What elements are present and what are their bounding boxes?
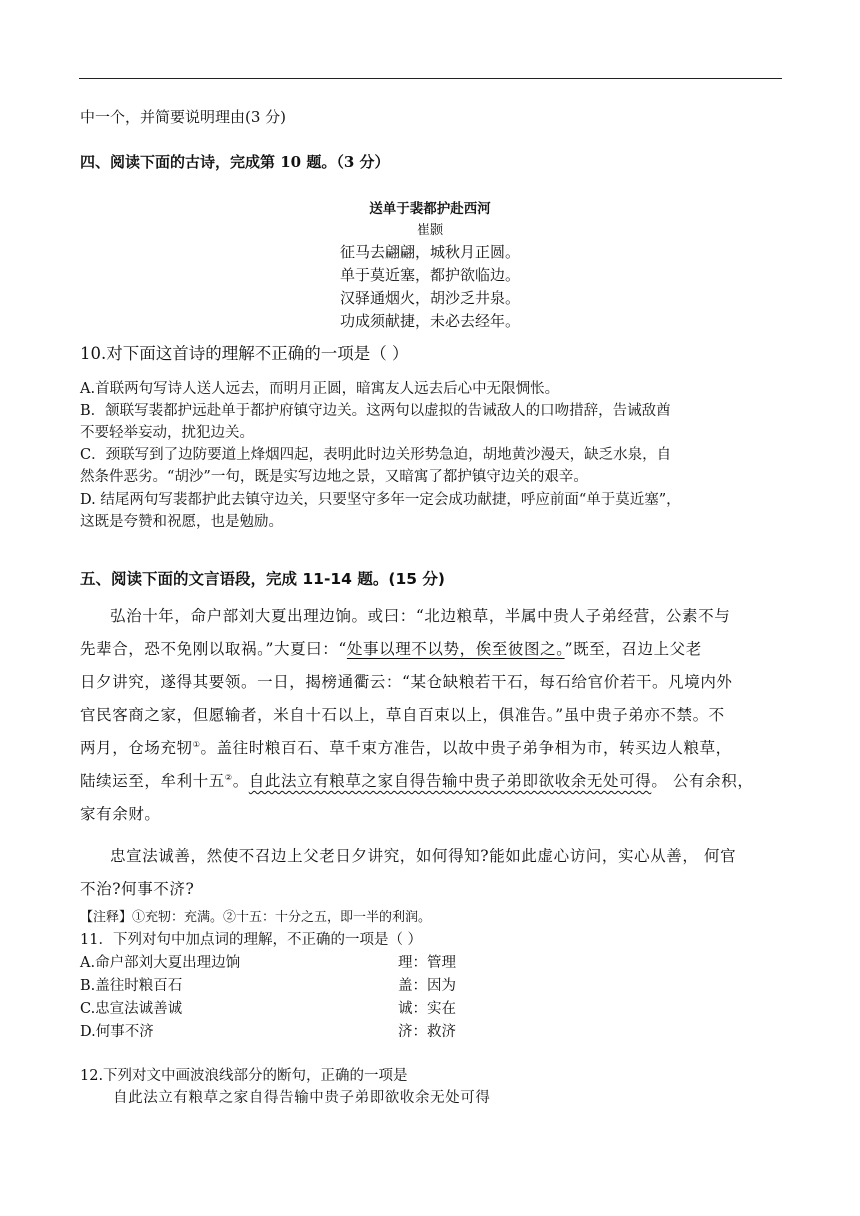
wavy-underlined-sentence: 自此法立有粮草之家自得告输中贵子弟即欲收余无处可得 bbox=[248, 772, 652, 790]
passage-text: 。 bbox=[232, 772, 249, 790]
passage-text: 。盖往时粮百石、草千束方准告，以故中贵子弟争相为市，转买边人粮草， bbox=[200, 739, 732, 757]
poem-line: 单于莫近塞，都护欲临边。 bbox=[339, 266, 520, 284]
q11-option-b-gloss: 盖：因为 bbox=[398, 978, 456, 994]
underlined-quote: 处事以理不以势，俟至彼图之。 bbox=[346, 640, 565, 658]
passage-text: 两月，仓场充牣 bbox=[80, 739, 193, 757]
poem-title: 送单于裴都护赴西河 bbox=[369, 201, 491, 217]
section4-heading: 四、阅读下面的古诗，完成第 10 题。（3 分） bbox=[80, 153, 390, 171]
section5-heading: 五、阅读下面的文言语段，完成 11-14 题。(15 分) bbox=[80, 570, 446, 588]
q11-option-c: C.忠宣法诚善诚 bbox=[80, 1001, 183, 1017]
q10-option-d: D. 结尾两句写裴都护此去镇守边关，只要坚守多年一定会成功献捷，呼应前面“单于莫近塞”， bbox=[80, 492, 681, 508]
passage-line bbox=[80, 769, 753, 791]
q11-option-a-gloss: 理：管理 bbox=[398, 955, 456, 971]
q10-option-c-cont: 然条件恶劣。“胡沙”一句，既是实写边地之景，又暗寓了都护镇守边关的艰辛。 bbox=[80, 469, 588, 485]
passage-line: 家有余财。 bbox=[80, 805, 161, 823]
footnote-marker: ② bbox=[224, 772, 233, 782]
q10-option-d-cont: 这既是夸赞和祝愿，也是勉励。 bbox=[80, 514, 283, 530]
q11-option-c-gloss: 诚：实在 bbox=[398, 1001, 456, 1017]
passage-text: ”既至，召边上父老 bbox=[564, 640, 702, 658]
poem-line: 汉驿通烟火，胡沙乏井泉。 bbox=[339, 289, 520, 307]
q11-option-d-gloss: 济：救济 bbox=[398, 1024, 456, 1040]
passage-line: 官民客商之家，但愿输者，米自十石以上，草自百束以上，俱准告。”虽中贵子弟亦不禁。不 bbox=[80, 706, 725, 724]
header-rule bbox=[79, 78, 782, 79]
question12-stem: 12.下列对文中画波浪线部分的断句，正确的一项是 bbox=[80, 1068, 408, 1084]
passage-line bbox=[80, 736, 732, 758]
passage-line: 弘治十年，命户部刘大夏出理边饷。或曰：“北边粮草，半属中贵人子弟经营，公素不与 bbox=[110, 607, 731, 625]
q11-option-d: D.何事不济 bbox=[80, 1024, 154, 1040]
q10-option-b: B．颔联写裴都护远赴单于都护府镇守边关。这两句以虚拟的告诫敌人的口吻措辞，告诫敌酋 bbox=[80, 403, 671, 419]
passage-line: 日夕讲究，遂得其要领。一日，揭榜通衢云：“某仓缺粮若干石，每石给官价若干。凡境内外 bbox=[80, 673, 733, 691]
poem-line: 功成须献捷，未必去经年。 bbox=[339, 312, 520, 330]
q10-option-a: A.首联两句写诗人送人远去，而明月正圆，暗寓友人远去后心中无限惆怅。 bbox=[80, 381, 560, 397]
passage-line: 不治?何事不济? bbox=[80, 880, 195, 898]
q10-option-c: C．颈联写到了边防要道上烽烟四起，表明此时边关形势急迫，胡地黄沙漫天，缺乏水泉，自 bbox=[80, 447, 672, 463]
question11-stem: 11．下列对句中加点词的理解，不正确的一项是（ ） bbox=[80, 932, 423, 948]
passage-text: 。 公有余积， bbox=[651, 772, 754, 790]
continued-question-line: 中一个，并简要说明理由(3 分) bbox=[80, 108, 287, 126]
annotation-note: 【注释】①充牣：充满。②十五：十分之五，即一半的利润。 bbox=[80, 910, 432, 925]
question10-stem: 10.对下面这首诗的理解不正确的一项是（ ） bbox=[80, 344, 409, 363]
footnote-marker: ① bbox=[192, 739, 201, 749]
poem-line: 征马去翩翩，城秋月正圆。 bbox=[339, 243, 520, 261]
passage-text: 陆续运至，牟利十五 bbox=[80, 772, 225, 790]
passage-line: 忠宣法诚善，然使不召边上父老日夕讲究，如何得知?能如此虚心访问，实心从善， 何官 bbox=[110, 847, 737, 865]
passage-line bbox=[80, 637, 702, 659]
q11-option-a: A.命户部刘大夏出理边饷 bbox=[80, 955, 241, 971]
q10-option-b-cont: 不要轻举妄动，扰犯边关。 bbox=[80, 425, 254, 441]
q12-sentence: 自此法立有粮草之家自得告输中贵子弟即欲收余无处可得 bbox=[113, 1090, 491, 1106]
q11-option-b: B.盖往时粮百石 bbox=[80, 978, 183, 994]
passage-text: 先辈合，恐不免刚以取祸。”大夏曰：“ bbox=[80, 640, 347, 658]
poem-author: 崔颢 bbox=[416, 223, 443, 238]
